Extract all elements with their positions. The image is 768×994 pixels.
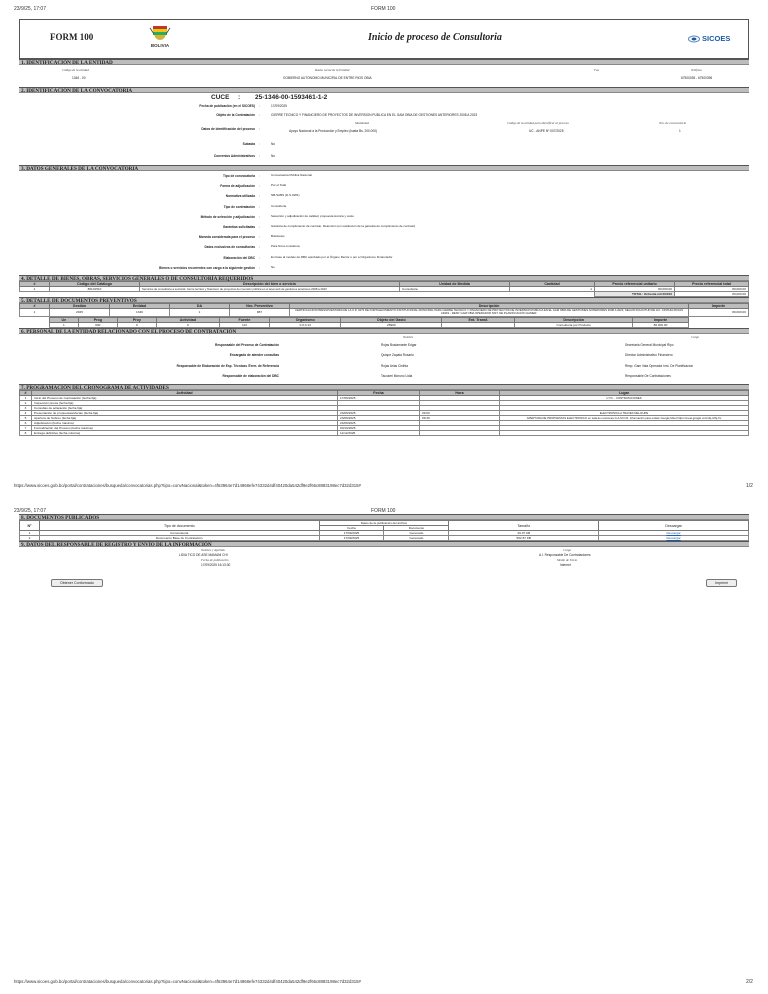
- personal-role: Encargado de atender consultas: [229, 353, 279, 358]
- table-row: 1 Convocatoria 17/09/2025 Generado 49.07 KB Descargar: [20, 531, 749, 536]
- form-header: [19, 19, 749, 59]
- cuce-label: CUCE: [211, 94, 230, 101]
- imprimir-button[interactable]: Imprimir: [706, 579, 737, 587]
- sicoes-text: SICOES: [702, 34, 731, 43]
- personal-cargo: Resp. Gam Vala Operador Inst. De Planificacion: [625, 363, 694, 368]
- objeto-value: CIERRE TECNICO Y FINANCIERO DE PROYECTOS DE INVERSION PUBLICA EN EL GAM OBIA DE GESTIONES ANTERIORES 2008 A 2023: [271, 113, 478, 117]
- fax-label: Fax: [594, 68, 599, 72]
- personal-name: Rojas Bustamante Edgar: [381, 342, 417, 347]
- section-5-title: 5. DETALLE DE DOCUMENTOS PREVENTIVOS: [19, 297, 749, 303]
- general-label: Método de selección y adjudicación: [200, 214, 255, 219]
- razon-label: Razón social de la Entidad: [315, 68, 350, 72]
- general-value: Garantía de cumplimiento de contrato. Retención (en sustitución de la garantía de cumplimiento de contrato): [271, 224, 416, 228]
- general-label: Tipo de convocatoria: [223, 174, 255, 178]
- section-6-body: [19, 334, 749, 384]
- preventivos-subtable: [49, 317, 689, 328]
- table-row: 1 000 0 0 113 0.0.0.13 25900 Consultoría por Producto 80,000.00: [50, 322, 689, 327]
- general-value: Convocatoria Pública Nacional: [271, 173, 312, 177]
- general-label: Bienes o servicios recurrentes con cargo a la siguiente gestión: [159, 265, 255, 270]
- fecha-publicacion-sep: :: [259, 104, 260, 108]
- main-title: Inicio de proceso de Consultoria: [368, 32, 502, 43]
- sub-col: Ent. Transf.: [442, 317, 515, 322]
- bolivia-logo: [140, 22, 180, 56]
- codigo-value: 1346 - 00: [72, 76, 86, 80]
- fecha-publicacion-resp-label: Fecha de publicación: [201, 558, 229, 562]
- download-link[interactable]: Descargar: [666, 531, 681, 535]
- print-date-2: 23/9/25, 17:07: [14, 508, 46, 514]
- section-7-title: 7. PROGRAMACIÓN DEL CRONOGRAMA DE ACTIVIDADES: [19, 384, 749, 390]
- sicoes-swirl-icon: [688, 35, 700, 43]
- col-precio-unitario: Precio referencial unitario: [595, 282, 675, 287]
- bolivia-label: BOLIVIA: [150, 43, 170, 48]
- print-title-2: FORM 100: [371, 508, 396, 514]
- nro-convocatoria-value: 1: [679, 129, 681, 133]
- razon-value: GOBIERNO AUTONOMO MUNICIPAL DE ENTRE RIOS OBIA: [283, 76, 372, 80]
- cronograma-table: # Actividad Fecha Hora Lugar 1 Inicio del Proceso de Contratación (fecha fija) 17/09/2025 U.T.F. - CONTRATACIONES 2 Inspección previa (fecha fija) 3 Consultas de aclaración (fecha fija) 4 Presentación de propuestas/ofertas (fecha fija) 23/09/2025 09:00 ELECTRONICA A TRAVES DEL RUPE 5 Apertura de Sobres (fecha fija) 23/09/2025 09:30 APERTURA DE PROPUESTAS ELECTRONICO en sala de reuniones G.A.M.O.R. Información para enlace Google Meet https://meet.google.com/dtj-mfbj-frv 6 Adjudicación (fecha máxima) 24/09/2025 7 Formalización del Proceso (fecha máxima) 03/10/2025 8 Entrega definitiva (fecha máxima) 11/12/2025: [19, 390, 749, 436]
- cuce-value: 25-1346-00-1593461-1-2: [255, 94, 328, 101]
- sub-col: Fuente: [219, 317, 269, 322]
- medio-envio-value: Internet: [560, 563, 571, 567]
- convenios-value: No: [271, 154, 276, 158]
- section-8-title: 8. DOCUMENTOS PUBLICADOS: [19, 514, 749, 520]
- section-2-body: CUCE : 25-1346-00-1593461-1-2 Fecha de publicación (en el SICOES) : 17/09/2025 Objeto de la Contratación : CIERRE TECNICO Y FINANCIERO DE PROYECTOS DE INVERSION PUBLICA EN EL GAM OBIA DE GESTIONES ANTERIORES 2008 A 2023 Datos de identificación del proceso : Modalidad Apoyo Nacional a la Producción y Empleo (hasta Bs. 200.000) Código de la entidad para identificar al proceso UC - ANPE Nº 007/2025 Nro. de convocatoria 1 Subasta : No Convenios Administrativos : No: [199, 94, 687, 158]
- footer-url-2: https://www.sicoes.gob.bo/portal/contrataciones/busqueda/convocatorias.php?tipo=convNacional&token=4f63964e7d14968efe74332d4df40420da542df9e2f66c8883198ec7d32d315#: [14, 979, 361, 984]
- sub-col: Descripción: [515, 317, 633, 322]
- general-label: Forma de adjudicación: [220, 184, 255, 189]
- responsable-cargo-value: A.I. Responsable De Contrataciones: [539, 553, 591, 557]
- sub-col: Ue: [50, 317, 79, 322]
- general-label: Moneda considerada para el proceso: [198, 235, 255, 240]
- section-6-title: 6. PERSONAL DE LA ENTIDAD RELACIONADO CON EL PROCESO DE CONTRATACIÓN: [19, 328, 749, 334]
- bienes-table: [19, 281, 749, 297]
- sub-col: Actividad: [156, 317, 219, 322]
- form-page-2: [19, 514, 749, 587]
- general-value: Selección y adjudicación de calidad, propuesta técnica y costo: [271, 213, 355, 218]
- datos-identificacion-label: Datos de identificación del proceso: [201, 127, 255, 131]
- documentos-table: N° Tipo de documento Datos de la publicación del archivo Tamaño Descargar Fecha Documento 1 Convocatoria 17/09/2025 Generado 49.07 KB Descargar 2 Documento Base de Contratación 17/09/2025 Generado 562.57 KB Descargar: [19, 520, 749, 541]
- table-row: 6 Adjudicación (fecha máxima) 24/09/2025: [20, 420, 749, 425]
- form-page-1: [19, 19, 749, 436]
- section-1-title: 1. IDENTIFICACIÓN DE LA ENTIDAD: [19, 59, 749, 65]
- personal-role: Responsable de elaboración del DBC: [222, 374, 279, 379]
- general-value: Por el Total: [271, 183, 286, 188]
- telefono-value: 67500035 - 67500396: [681, 76, 713, 80]
- general-label: Tipo de contratación: [223, 204, 255, 209]
- codigo-interno-label: Código de la entidad para identificar al proceso: [507, 121, 569, 125]
- sicoes-logo: [688, 34, 730, 43]
- fecha-publicacion-resp-value: 17/09/2025 16:13:30: [201, 563, 231, 567]
- general-value: NB-SABS (D.S.0181): [271, 193, 300, 198]
- personal-role: Responsable de Elaboración de Esp. Técnicas /Term. de Referencia: [176, 363, 279, 368]
- col-unidad: Unidad de Medida: [400, 282, 510, 287]
- table-row: 4 Presentación de propuestas/ofertas (fecha fija) 23/09/2025 09:00 ELECTRONICA A TRAVES DEL RUPE: [20, 410, 749, 415]
- fecha-publicacion-value: 17/09/2025: [271, 104, 287, 108]
- table-row: 2 Documento Base de Contratación 17/09/2025 Generado 562.57 KB Descargar: [20, 536, 749, 541]
- cuce-colon: :: [238, 94, 241, 101]
- section-4-title: 4. DETALLE DE BIENES, OBRAS, SERVICIOS GENERALES O DE CONSULTORÍA REQUERIDOS: [19, 275, 749, 281]
- general-label: Elaboración del DBC: [223, 255, 255, 260]
- convenios-label: Convenios Administrativos: [213, 154, 255, 158]
- footer-page-2: 2/2: [746, 979, 753, 985]
- codigo-label: Código de la entidad: [62, 68, 89, 72]
- fecha-publicacion-label: Fecha de publicación (en el SICOES): [199, 104, 255, 108]
- personal-name: Quispe Zapata Rosario: [381, 353, 414, 358]
- section-3-title: 3. DATOS GENERALES DE LA CONVOCATORIA: [19, 165, 749, 171]
- codigo-interno-value: UC - ANPE Nº 007/2025: [529, 129, 564, 133]
- sub-col: Importe: [632, 317, 688, 322]
- modalidad-value: Apoyo Nacional a la Producción y Empleo (hasta Bs. 200.000): [289, 129, 378, 133]
- section-9-body: [19, 547, 749, 571]
- download-link[interactable]: Descargar: [666, 536, 681, 540]
- total-value: 80,000.00: [675, 292, 749, 297]
- print-date: 23/9/25, 17:07: [14, 6, 46, 12]
- personal-name: Rojas Arias Cinthia: [381, 363, 408, 368]
- total-row: [20, 292, 749, 297]
- col-descripcion: Descripción del bien o servicio: [140, 282, 400, 287]
- section-9-title: 9. DATOS DEL RESPONSABLE DE REGISTRO Y ENVÍO DE LA INFORMACIÓN: [19, 541, 749, 547]
- total-label: TOTAL: Ochenta mil 00/100: [595, 292, 675, 297]
- col-cantidad: Cantidad: [510, 282, 595, 287]
- footer-url-1: https://www.sicoes.gob.bo/portal/contrataciones/busqueda/convocatorias.php?tipo=convNacional&token=4f63964e7d14968efe74332d4df40420da542df9e2f66c8883198ec7d32d315#: [14, 483, 361, 488]
- personal-name: Tacuseri Moruno Lidia: [381, 374, 413, 379]
- subasta-label: Subasta: [242, 142, 255, 146]
- telefono-label: Teléfono: [691, 68, 702, 72]
- general-value: No: [271, 264, 275, 269]
- section-3-body: Tipo de convocatoria : Convocatoria Pública Nacional Forma de adjudicación : Por el Total Normativa utilizada : NB-SABS (D.S.0181) Tipo de contratación : Consultoria Método de selección y adjudicación : Selección y adjudicación de calidad, propuesta técnica y costo Garantías solicitadas : Garantía de cumplimiento de contrato. Retención (en sustitución de la garantía de cumplimiento de contrato) Moneda considerada para el proceso : Bolivianos Datos exclusivos de consultorías : Para firma consultora Elaboración del DBC : En base al modelo de DBC aprobado por el Órgano Rector o por el Organismo Financiador Bienes o servicios recurrentes con cargo a la siguiente gestión : No: [19, 171, 749, 275]
- table-row: 3 Consultas de aclaración (fecha fija): [20, 405, 749, 410]
- general-value: Bolivianos: [271, 234, 285, 239]
- subasta-value: No: [271, 142, 276, 146]
- general-label: Garantías solicitadas: [222, 225, 255, 229]
- cargo-header: Cargo: [691, 334, 700, 339]
- table-row: 1 Inicio del Proceso de Contratación (fecha fija) 17/09/2025 U.T.F. - CONTRATACIONES: [20, 395, 749, 400]
- responsable-nombre-label: Nombre y Apellido: [201, 548, 225, 552]
- sub-col: Objeto del Gasto: [341, 317, 442, 322]
- general-label: Normativa utilizada: [225, 194, 255, 199]
- responsable-cargo-label: Cargo: [563, 548, 572, 552]
- sub-col: Prog: [78, 317, 117, 322]
- section-2-title: 2. IDENTIFICACIÓN DE LA CONVOCATORIA: [19, 87, 749, 93]
- button-bar: [19, 571, 749, 587]
- obtener-conformado-button[interactable]: Obtener Conformado: [51, 579, 103, 587]
- footer-page-1: 1/2: [746, 483, 753, 489]
- print-title: FORM 100: [371, 6, 396, 12]
- general-value: Para firma consultora: [271, 244, 300, 249]
- medio-envio-label: Medio de Envío: [557, 558, 578, 562]
- table-row: 5 Apertura de Sobres (fecha fija) 23/09/2025 09:30 APERTURA DE PROPUESTAS ELECTRONICO en sala de reuniones G.A.M.O.R. Información para enlace Google Meet https://meet.google.com/dtj-mfbj-frv: [20, 415, 749, 420]
- personal-role: Responsable del Proceso de Contratación: [215, 342, 279, 347]
- modalidad-label: Modalidad: [355, 121, 369, 125]
- col-codigo: Código del Catálogo: [50, 282, 140, 287]
- form-title: FORM 100: [50, 32, 94, 42]
- table-row: 8 Entrega definitiva (fecha máxima) 11/12/2025: [20, 430, 749, 435]
- general-value: En base al modelo de DBC aprobado por el Órgano Rector o por el Organismo Financiador: [271, 254, 393, 259]
- personal-cargo: Director Administrativo Financiero: [625, 353, 673, 358]
- sub-col: Proy: [117, 317, 156, 322]
- objeto-label: Objeto de la Contratación: [216, 113, 255, 117]
- section-1-body: [19, 65, 749, 87]
- preventivos-table: # Gestión Entidad DA Nro. Preventivo Descripción Importe 1 2025 1346 1 887 CERTIFICACION PRESUPUESTARIA DE LA U.P. 0473 DE FORTALECIMIENTO INSTITUCIONAL MUNICIPAL PARA CIERRE TECNICO Y FINANCIERO DE PROYECTOS DE INVERSION PUBLICA EN EL GAM OBIA DE GESTIONES ANTERIORES 2008 A 2023, SEGUN SOLICITUD DE LIC. CINTHIA ROJAS ARIAS - RESP. GAM OBIA OPERADOR SIST. DE PLANIFICACION GAMER. 80,000.00: [19, 303, 749, 317]
- table-row: 2 Inspección previa (fecha fija): [20, 400, 749, 405]
- table-row: 1 80101510 Servicios de consultoría a sectorial. Cierre técnico y financiero de proyectos de inversión pública en el área web de gestiones anteriores 2008 a 2023 Consultoria 1 80,000.00 80,000.00: [20, 287, 749, 292]
- col-precio-total: Precio referencial total: [675, 282, 749, 287]
- personal-cargo: Responsable De Contrataciones: [625, 374, 671, 379]
- responsable-nombre-value: LIDIA TICO DE ASE MAMANI CHI: [179, 553, 228, 557]
- nro-convocatoria-label: Nro. de convocatoria: [659, 121, 687, 125]
- sub-col: Organismo: [269, 317, 341, 322]
- personal-cargo: Secretaria General Municipal Ripo: [625, 342, 674, 347]
- general-value: Consultoria: [271, 203, 287, 208]
- coat-of-arms-icon: [149, 22, 171, 42]
- nombre-header: Nombre: [403, 334, 414, 339]
- general-label: Datos exclusivos de consultorías: [204, 245, 255, 250]
- table-row: 7 Formalización del Proceso (fecha máxima) 03/10/2025: [20, 425, 749, 430]
- table-row: 1 2025 1346 1 887 CERTIFICACION PRESUPUESTARIA DE LA U.P. 0473 DE FORTALECIMIENTO INSTITUCIONAL MUNICIPAL PARA CIERRE TECNICO Y FINANCIERO DE PROYECTOS DE INVERSION PUBLICA EN EL GAM OBIA DE GESTIONES ANTERIORES 2008 A 2023, SEGUN SOLICITUD DE LIC. CINTHIA ROJAS ARIAS - RESP. GAM OBIA OPERADOR SIST. DE PLANIFICACION GAMER. 80,000.00: [20, 309, 749, 317]
- col-index: #: [20, 282, 50, 287]
